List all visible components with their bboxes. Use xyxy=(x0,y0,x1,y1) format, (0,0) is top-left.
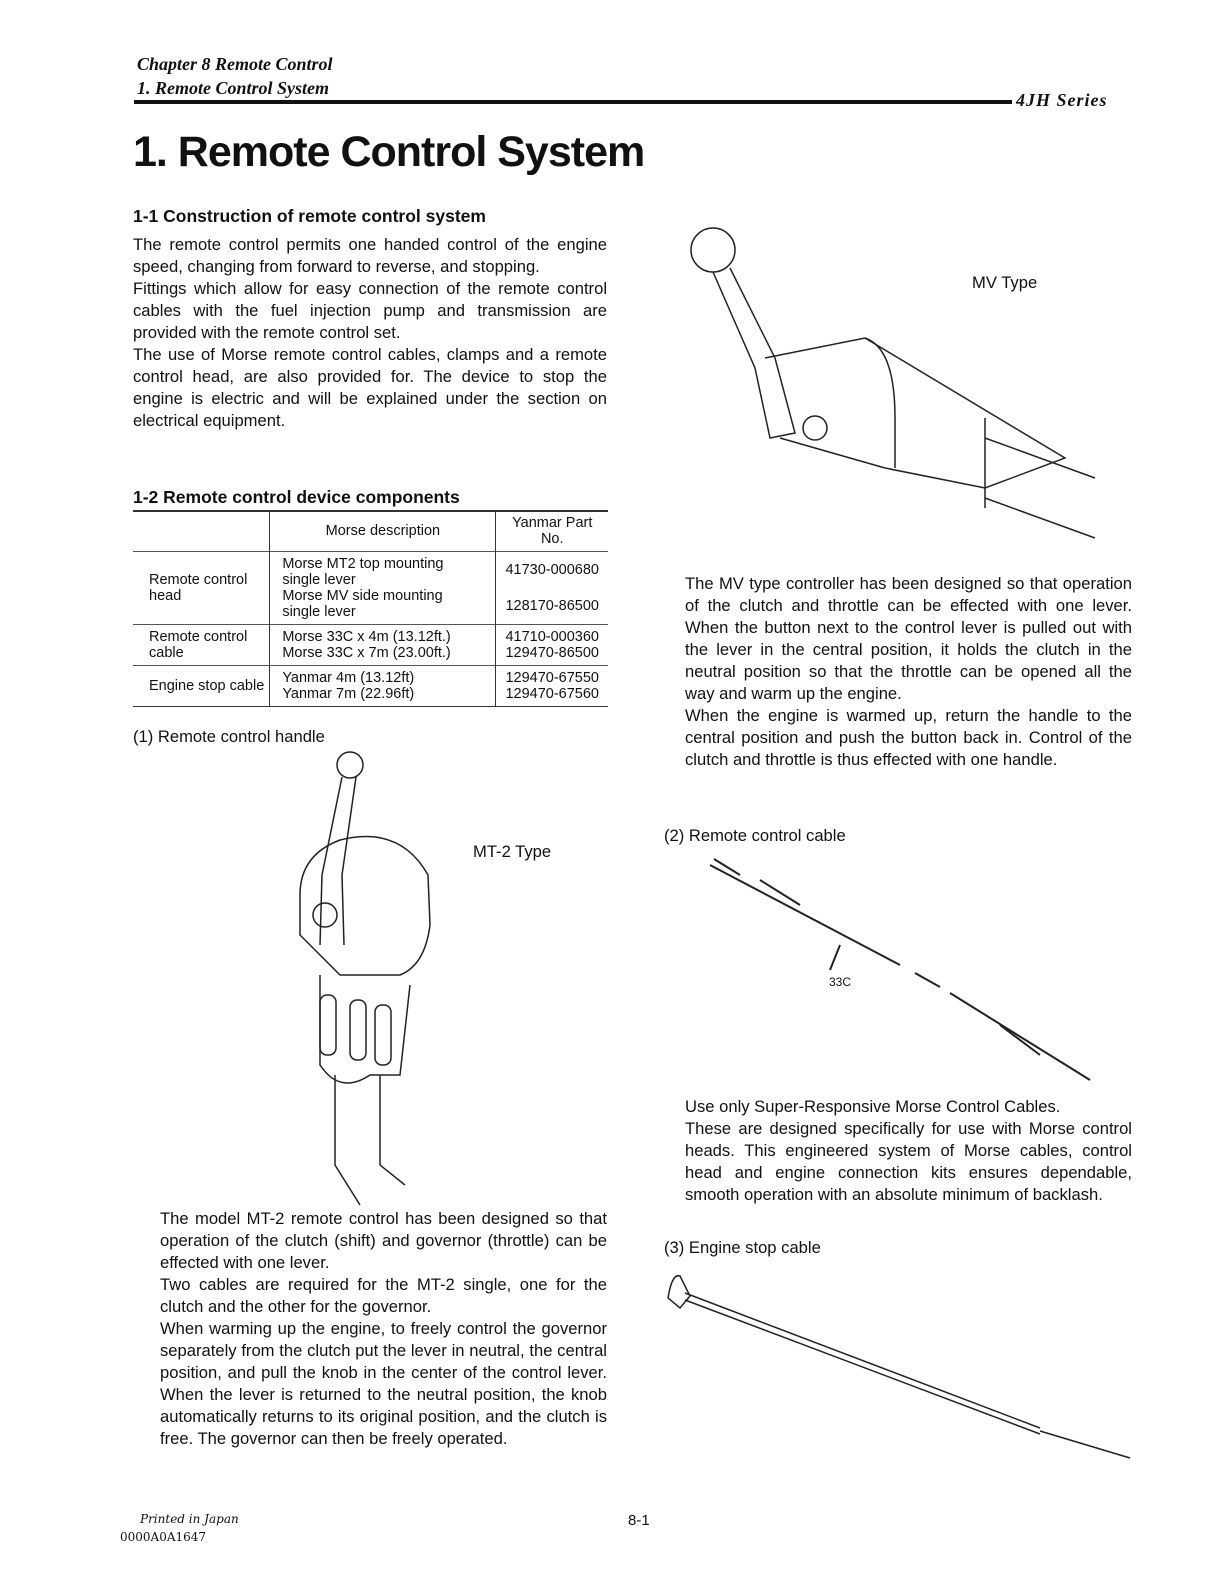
mt2-handle-illustration xyxy=(280,745,440,1215)
components-table xyxy=(133,510,608,707)
section-title: 1. Remote Control System xyxy=(137,78,330,98)
paragraph: The remote control permits one handed control of the engine speed, changing from forward to reverse, and stopping. xyxy=(133,235,607,276)
table-row: Remote control head Morse MT2 top mounting single lever Morse MV side mounting single lever 41730-000680 128170-86500 xyxy=(133,551,608,624)
page-title: 1. Remote Control System xyxy=(133,128,645,176)
paragraph: The use of Morse remote control cables, clamps and a remote control head, are also provided for. The device to stop the engine is electric and will be explained under the section on electrical equipment. xyxy=(133,345,607,430)
stop-cable-caption: (3) Engine stop cable xyxy=(664,1238,821,1257)
paragraph: Fittings which allow for easy connection of the remote control cables with the fuel injection pump and transmission are provided with the remote control set. xyxy=(133,279,607,342)
paragraph: These are designed specifically for use with Morse control heads. This engineered system of Morse cables, control head and engine connection kits ensures dependable, smooth operation with an absolute minimum of backlash. xyxy=(685,1119,1132,1204)
table-header-row xyxy=(133,511,608,551)
paragraph: Use only Super-Responsive Morse Control Cables. xyxy=(685,1097,1061,1116)
handle-caption: (1) Remote control handle xyxy=(133,727,325,746)
mv-handle-illustration xyxy=(685,218,1105,548)
mt2-text xyxy=(160,1208,607,1450)
series-label: 4JH Series xyxy=(1016,90,1108,110)
running-header xyxy=(137,52,333,100)
mv-type-label: MV Type xyxy=(972,273,1038,292)
page-number: 8-1 xyxy=(628,1512,650,1529)
cable-33c-label: 33C xyxy=(829,975,852,989)
paragraph: The model MT-2 remote control has been designed so that operation of the clutch (shift) and governor (throttle) can be effected with one lever. xyxy=(160,1209,607,1272)
section-heading-1-2: 1-2 Remote control device components xyxy=(133,487,460,507)
table-row: Remote control cable Morse 33C x 4m (13.12ft.) Morse 33C x 7m (23.00ft.) 41710-000360 129470-86500 xyxy=(133,624,608,665)
column-header: Morse description xyxy=(270,511,496,551)
chapter-title: Chapter 8 Remote Control xyxy=(137,54,333,74)
cable-text xyxy=(685,1096,1132,1206)
paragraph: When the engine is warmed up, return the handle to the central position and push the button back in. Control of the clutch and throttle is thus effected with one handle. xyxy=(685,706,1132,769)
remote-cable-illustration xyxy=(700,855,1100,1095)
column-header: Yanmar Part No. xyxy=(512,515,593,548)
printed-in-japan: Printed in Japan xyxy=(140,1512,239,1526)
cable-caption: (2) Remote control cable xyxy=(664,826,846,845)
construction-text xyxy=(133,234,607,432)
mt2-type-label: MT-2 Type xyxy=(473,842,552,861)
document-code: 0000A0A1647 xyxy=(120,1530,207,1544)
mv-text xyxy=(685,573,1132,771)
header-rule xyxy=(134,100,1012,104)
table-row: Engine stop cable Yanmar 4m (13.12ft) Yanmar 7m (22.96ft) 129470-67550 129470-67560 xyxy=(133,665,608,706)
paragraph: The MV type controller has been designed so that operation of the clutch and throttle can be effected with one lever. When the button next to the control lever is pulled out with the lever in the central position, it holds the clutch in the neutral position so that the throttle can be opened all the way and warm up the engine. xyxy=(685,574,1132,703)
stop-cable-illustration xyxy=(660,1268,1140,1468)
paragraph: Two cables are required for the MT-2 single, one for the clutch and the other for the governor. xyxy=(160,1275,607,1316)
paragraph: When warming up the engine, to freely control the governor separately from the clutch put the lever in neutral, the central position, and pull the knob in the center of the control lever. When the lever is returned to the neutral position, the knob automatically returns to its original position, and the clutch is free. The governor can then be freely operated. xyxy=(160,1319,607,1448)
section-heading-1-1: 1-1 Construction of remote control system xyxy=(133,206,486,226)
